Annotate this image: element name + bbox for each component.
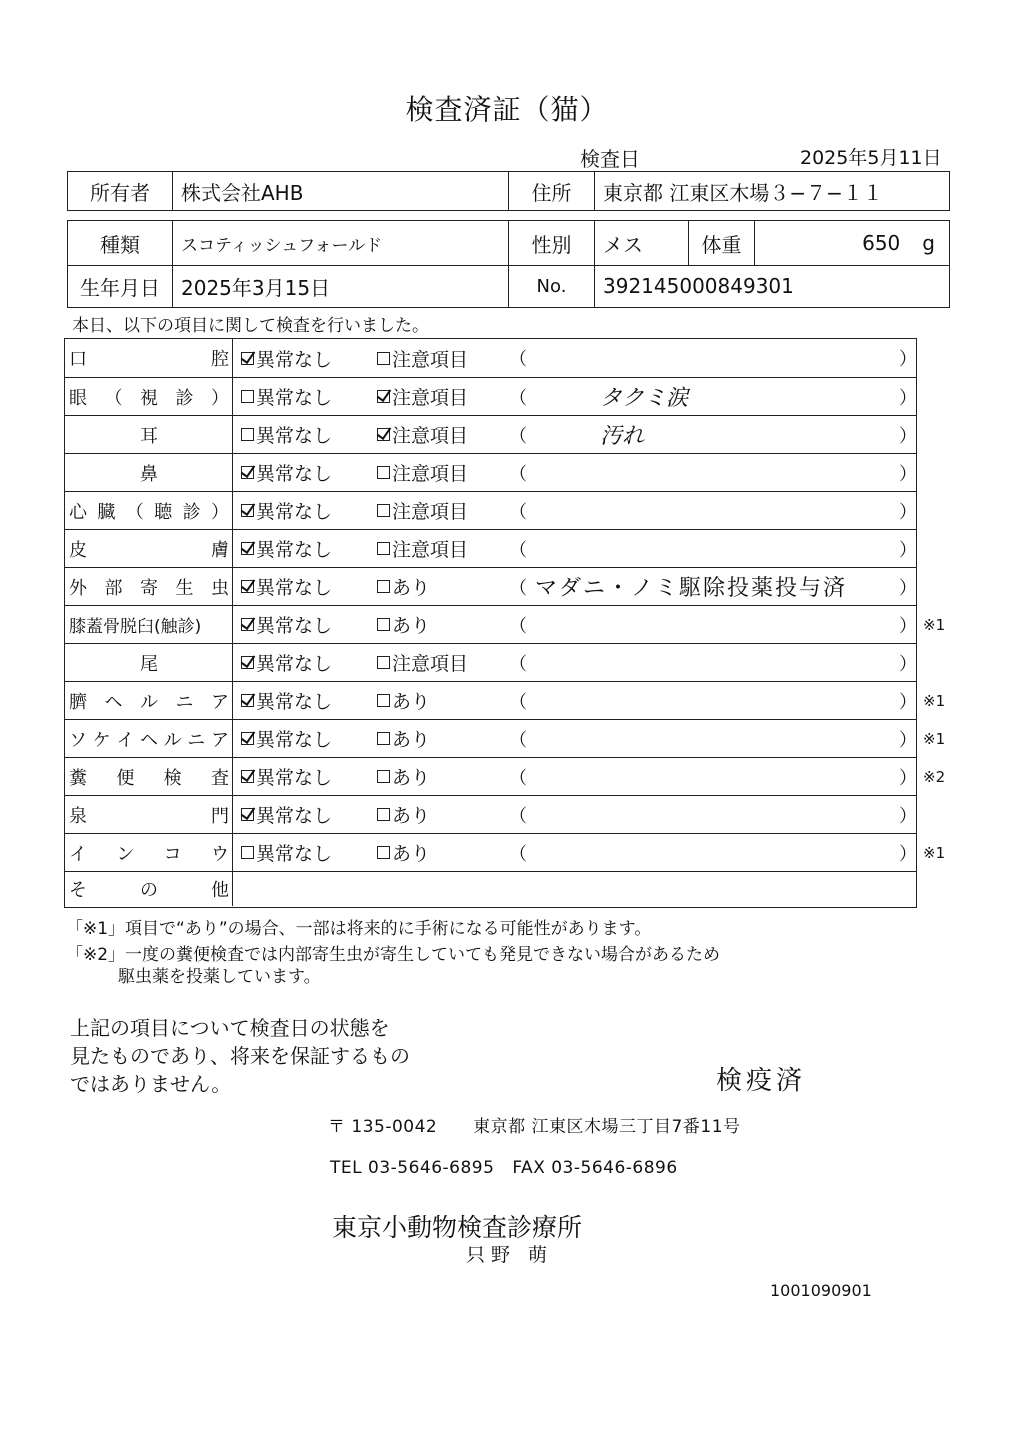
normal-option[interactable] xyxy=(241,492,332,529)
inspection-item-name-char: 心 xyxy=(69,501,87,523)
inspection-item-name-char: 糞 xyxy=(69,767,87,789)
inspection-item-name xyxy=(67,378,231,415)
weight-unit: g xyxy=(922,231,935,255)
checked-box-icon[interactable] xyxy=(241,656,254,669)
attention-option[interactable] xyxy=(377,378,468,415)
column-divider xyxy=(232,530,233,567)
sex-label: 性別 xyxy=(508,221,594,265)
open-paren: （ xyxy=(509,463,527,485)
weight-value: 650 xyxy=(862,231,901,255)
column-divider xyxy=(232,872,233,906)
inspection-item-name-char: ウ xyxy=(210,843,229,865)
normal-option[interactable] xyxy=(241,644,332,681)
attention-option[interactable] xyxy=(377,606,430,643)
column-divider xyxy=(232,834,233,871)
option-label: 異常なし xyxy=(256,615,333,637)
open-paren: （ xyxy=(509,729,527,751)
open-paren: （ xyxy=(509,539,527,561)
column-divider xyxy=(232,339,233,377)
column-divider xyxy=(232,454,233,491)
attention-option[interactable] xyxy=(377,758,430,795)
close-paren: ） xyxy=(899,653,917,675)
normal-option[interactable] xyxy=(241,454,332,491)
inspection-row xyxy=(65,681,946,719)
birth-label: 生年月日 xyxy=(80,275,160,300)
normal-option[interactable] xyxy=(241,834,332,871)
column-divider xyxy=(232,492,233,529)
owner-label: 所有者 xyxy=(90,180,150,205)
inspection-item-name-char: ケ xyxy=(92,729,111,751)
inspection-item-name-char: 虫 xyxy=(211,577,229,599)
breed-value: スコティッシュフォールド xyxy=(172,221,508,265)
checkbox-icon[interactable] xyxy=(377,466,390,479)
normal-option[interactable] xyxy=(241,796,332,833)
inspection-row xyxy=(65,833,946,871)
normal-option[interactable] xyxy=(241,378,332,415)
handwritten-remark: タクミ涙 xyxy=(600,386,689,411)
checked-box-icon[interactable] xyxy=(377,390,390,403)
inspection-item-name-char: 視 xyxy=(140,387,158,409)
address-label: 住所 xyxy=(508,172,594,210)
inspection-row xyxy=(65,453,916,491)
inspection-item-name-char: ニ xyxy=(175,691,194,713)
owner-value: 株式会社AHB xyxy=(172,172,508,210)
footnote-mark: ※1 xyxy=(923,729,946,748)
option-label: 注意項目 xyxy=(392,653,469,675)
column-divider xyxy=(232,644,233,681)
close-paren: ） xyxy=(899,767,917,789)
inspection-row xyxy=(65,795,916,833)
inspection-row xyxy=(65,871,916,906)
open-paren: （ xyxy=(509,653,527,675)
open-paren: （ xyxy=(509,843,527,865)
inspection-item-name-char: （ xyxy=(104,387,123,409)
inspection-item-name-char: 臓 xyxy=(97,501,116,523)
checkbox-icon[interactable] xyxy=(377,618,390,631)
inspection-item-name xyxy=(67,492,231,529)
handwritten-remark: 汚れ xyxy=(600,424,645,449)
close-paren: ） xyxy=(899,387,917,409)
option-label: 注意項目 xyxy=(392,463,469,485)
inspection-item-name: 膝蓋骨脱臼(触診) xyxy=(69,617,202,637)
option-label: 異常なし xyxy=(256,501,333,523)
attention-option[interactable] xyxy=(377,720,430,757)
attention-option[interactable] xyxy=(377,492,468,529)
inspection-item-name-char: ア xyxy=(210,729,229,751)
checked-box-icon[interactable] xyxy=(377,428,390,441)
option-label: 異常なし xyxy=(256,577,333,599)
checkbox-icon[interactable] xyxy=(377,808,390,821)
inspection-item-name-char: 部 xyxy=(104,577,123,599)
checked-box-icon[interactable] xyxy=(241,504,254,517)
option-label: 異常なし xyxy=(256,729,333,751)
checkbox-icon[interactable] xyxy=(377,846,390,859)
disclaimer-statement xyxy=(70,1014,410,1098)
inspection-item-name-char: 腔 xyxy=(211,349,229,370)
close-paren: ） xyxy=(899,577,917,599)
open-paren: （ xyxy=(509,501,527,523)
normal-option[interactable] xyxy=(241,606,332,643)
open-paren: （ xyxy=(509,805,527,827)
column-divider xyxy=(232,682,233,719)
inspection-item-name-char: ル xyxy=(163,729,182,751)
checkbox-icon[interactable] xyxy=(377,580,390,593)
checked-box-icon[interactable] xyxy=(241,352,254,365)
footnote-mark: ※1 xyxy=(923,691,946,710)
inspection-item-name-char: 寄 xyxy=(140,577,158,599)
column-divider xyxy=(232,606,233,643)
close-paren: ） xyxy=(899,349,917,370)
quarantine-stamp: 検疫済 xyxy=(716,1066,807,1096)
tel-number: TEL 03-5646-6895 xyxy=(330,1158,495,1178)
open-paren: （ xyxy=(509,577,527,599)
weight-label: 体重 xyxy=(688,221,754,265)
inspection-item-name-char: ） xyxy=(211,387,229,409)
inspection-item-name-char: 眼 xyxy=(69,387,87,409)
column-divider xyxy=(232,720,233,757)
open-paren: （ xyxy=(509,387,527,409)
column-divider xyxy=(232,378,233,415)
inspection-item-name xyxy=(67,758,231,795)
checked-box-icon[interactable] xyxy=(241,694,254,707)
attention-option[interactable] xyxy=(377,339,468,377)
postal-code: 〒 135-0042 xyxy=(328,1117,438,1137)
inspection-item-name xyxy=(67,339,231,377)
attention-option[interactable] xyxy=(377,644,468,681)
checkbox-icon[interactable] xyxy=(377,352,390,365)
inspection-item-name-char: 皮 xyxy=(69,539,87,561)
open-paren: （ xyxy=(509,425,527,447)
inspection-item-name xyxy=(67,872,231,906)
inspection-row xyxy=(65,339,916,377)
close-paren: ） xyxy=(899,843,917,865)
normal-option[interactable] xyxy=(241,530,332,567)
option-label: 注意項目 xyxy=(392,348,469,371)
inspection-table xyxy=(64,338,946,908)
inspection-row xyxy=(65,719,946,757)
inspection-item-name-char: ソ xyxy=(69,729,87,751)
inspection-item-name-char: ヘ xyxy=(104,691,123,713)
column-divider xyxy=(232,568,233,605)
normal-option[interactable] xyxy=(241,682,332,719)
inspection-item-name-char: 外 xyxy=(69,577,87,599)
option-label: あり xyxy=(392,615,431,637)
footnote-2-line-2: 駆虫薬を投薬しています。 xyxy=(118,967,321,987)
close-paren: ） xyxy=(899,501,917,523)
inspection-item-name-char: 聴 xyxy=(154,501,173,523)
normal-option[interactable] xyxy=(241,416,332,453)
vet-name: 只野 萌 xyxy=(466,1244,554,1266)
inspection-item-name-char: ル xyxy=(140,691,158,713)
owner-address-box xyxy=(67,171,950,211)
weight-cell xyxy=(754,221,949,265)
inspection-row xyxy=(65,643,916,681)
option-label: 異常なし xyxy=(256,767,333,789)
inspection-row xyxy=(65,377,916,415)
option-label: 異常なし xyxy=(256,691,333,713)
option-label: あり xyxy=(392,767,431,789)
inspection-item-name-char: 口 xyxy=(69,349,87,370)
inspection-item-name xyxy=(67,720,231,757)
pet-info-box xyxy=(67,220,950,308)
disclaimer-line: 上記の項目について検査日の状態を xyxy=(70,1016,390,1040)
breed-label: 種類 xyxy=(100,232,140,257)
inspection-item-name-char: 診 xyxy=(175,387,194,409)
checkbox-icon[interactable] xyxy=(241,428,254,441)
checked-box-icon[interactable] xyxy=(241,466,254,479)
remarks-text: マダニ・ノミ駆除投薬投与済 xyxy=(535,576,848,601)
clinic-address-line xyxy=(328,1112,741,1137)
checked-box-icon[interactable] xyxy=(241,808,254,821)
inspection-item-name-char: 門 xyxy=(211,805,229,827)
checked-box-icon[interactable] xyxy=(241,732,254,745)
checked-box-icon[interactable] xyxy=(241,618,254,631)
checkbox-icon[interactable] xyxy=(377,770,390,783)
inspection-item-name-char: 膚 xyxy=(211,539,229,561)
inspection-row xyxy=(65,757,946,795)
inspection-row xyxy=(65,415,916,453)
clinic-address: 東京都 江東区木場三丁目7番11号 xyxy=(473,1117,741,1137)
footnote-1: 「※1」項目で“あり”の場合、一部は将来的に手術になる可能性があります。 xyxy=(66,919,652,939)
inspection-item-name: 耳 xyxy=(140,425,158,447)
disclaimer-line: ではありません。 xyxy=(70,1072,232,1096)
option-label: あり xyxy=(392,843,431,865)
inspection-item-name-char: 便 xyxy=(116,767,135,789)
option-label: 注意項目 xyxy=(392,387,469,409)
inspection-item-name xyxy=(67,834,231,871)
inspection-item-name-char: ） xyxy=(210,501,229,523)
exam-date-value: 2025年5月11日 xyxy=(800,147,942,169)
column-divider xyxy=(232,758,233,795)
close-paren: ） xyxy=(899,691,917,713)
normal-option[interactable] xyxy=(241,758,332,795)
checkbox-icon[interactable] xyxy=(377,542,390,555)
open-paren: （ xyxy=(509,349,527,370)
option-label: 異常なし xyxy=(256,653,333,675)
option-label: 異常なし xyxy=(256,348,333,371)
footnote-2-line-1: 「※2」一度の糞便検査では内部寄生虫が寄生していても発見できない場合があるため xyxy=(66,945,721,965)
attention-option[interactable] xyxy=(377,682,430,719)
inspection-item-name xyxy=(67,796,231,833)
checkbox-icon[interactable] xyxy=(241,390,254,403)
attention-option[interactable] xyxy=(377,454,468,491)
intro-text: 本日、以下の項目に関して検査を行いました。 xyxy=(72,316,429,336)
close-paren: ） xyxy=(899,463,917,485)
close-paren: ） xyxy=(899,615,917,637)
option-label: 異常なし xyxy=(256,539,333,561)
address-value: 東京都 江東区木場３−７−１１ xyxy=(594,172,949,210)
inspection-item-name-char: 査 xyxy=(210,767,229,789)
inspection-item-name-char: コ xyxy=(163,843,182,865)
inspection-item-name-char: そ xyxy=(69,880,87,901)
attention-option[interactable] xyxy=(377,568,430,605)
close-paren: ） xyxy=(899,425,917,447)
inspection-item-name-char: ア xyxy=(211,691,229,713)
inspection-item-name-char: ン xyxy=(116,843,135,865)
inspection-item-name xyxy=(67,568,231,605)
inspection-item-name xyxy=(67,682,231,719)
option-label: 異常なし xyxy=(256,425,333,447)
inspection-row xyxy=(65,491,916,529)
footnote-mark: ※1 xyxy=(923,615,946,634)
inspection-item-name xyxy=(67,530,231,567)
number-value: 392145000849301 xyxy=(594,265,949,307)
option-label: 注意項目 xyxy=(392,425,469,447)
inspection-item-name-char: 生 xyxy=(175,577,194,599)
birth-value: 2025年3月15日 xyxy=(172,265,508,307)
document-title: 検査済証（猫） xyxy=(405,93,609,126)
open-paren: （ xyxy=(509,615,527,637)
inspection-item-name-char: 他 xyxy=(211,880,229,901)
normal-option[interactable] xyxy=(241,720,332,757)
option-label: 注意項目 xyxy=(392,501,469,523)
inspection-item-name-char: 臍 xyxy=(69,691,87,713)
exam-date-label: 検査日 xyxy=(580,147,640,171)
attention-option[interactable] xyxy=(377,416,468,453)
open-paren: （ xyxy=(509,691,527,713)
inspection-item-name-char: 診 xyxy=(182,501,201,523)
open-paren: （ xyxy=(509,767,527,789)
attention-option[interactable] xyxy=(377,834,430,871)
inspection-item-name-char: （ xyxy=(125,501,144,523)
inspection-row xyxy=(65,605,946,643)
inspection-item-name-char: イ xyxy=(69,843,87,865)
inspection-item-name-char: イ xyxy=(116,729,135,751)
inspection-item-name: 尾 xyxy=(140,653,158,675)
checkbox-icon[interactable] xyxy=(241,846,254,859)
clinic-name: 東京小動物検査診療所 xyxy=(332,1213,583,1242)
pet-info-row-2 xyxy=(68,265,949,307)
footnote-mark: ※1 xyxy=(923,843,946,862)
footnote-mark: ※2 xyxy=(923,767,946,786)
inspection-item-name-char: ヘ xyxy=(139,729,158,751)
inspection-item-name-char: の xyxy=(140,880,158,901)
contact-line xyxy=(330,1158,678,1178)
attention-option[interactable] xyxy=(377,796,430,833)
option-label: 異常なし xyxy=(256,387,333,409)
checked-box-icon[interactable] xyxy=(241,580,254,593)
checked-box-icon[interactable] xyxy=(241,542,254,555)
close-paren: ） xyxy=(899,729,917,751)
pet-info-row-1 xyxy=(68,221,949,265)
option-label: あり xyxy=(392,729,431,751)
inspection-row xyxy=(65,529,916,567)
column-divider xyxy=(232,416,233,453)
option-label: 注意項目 xyxy=(392,539,469,561)
fax-number: FAX 03-5646-6896 xyxy=(512,1158,678,1178)
close-paren: ） xyxy=(899,539,917,561)
inspection-item-name-char: 泉 xyxy=(69,805,87,827)
option-label: あり xyxy=(392,691,431,713)
checkbox-icon[interactable] xyxy=(377,694,390,707)
checked-box-icon[interactable] xyxy=(241,770,254,783)
normal-option[interactable] xyxy=(241,339,332,377)
close-paren: ） xyxy=(899,805,917,827)
option-label: 異常なし xyxy=(256,805,333,827)
column-divider xyxy=(232,796,233,833)
inspection-item-name-char: ニ xyxy=(187,729,206,751)
document-number: 1001090901 xyxy=(770,1281,872,1300)
disclaimer-line: 見たものであり、将来を保証するもの xyxy=(70,1044,410,1068)
option-label: あり xyxy=(392,805,431,827)
normal-option[interactable] xyxy=(241,568,332,605)
option-label: 異常なし xyxy=(256,463,333,485)
sex-value: メス xyxy=(594,221,688,265)
checkbox-icon[interactable] xyxy=(377,656,390,669)
checkbox-icon[interactable] xyxy=(377,732,390,745)
inspection-row xyxy=(65,567,916,605)
checkbox-icon[interactable] xyxy=(377,504,390,517)
inspection-item-name: 鼻 xyxy=(140,463,158,485)
number-label: No. xyxy=(508,265,594,307)
option-label: 異常なし xyxy=(256,843,333,865)
attention-option[interactable] xyxy=(377,530,468,567)
option-label: あり xyxy=(392,577,431,599)
inspection-item-name-char: 検 xyxy=(163,767,182,789)
